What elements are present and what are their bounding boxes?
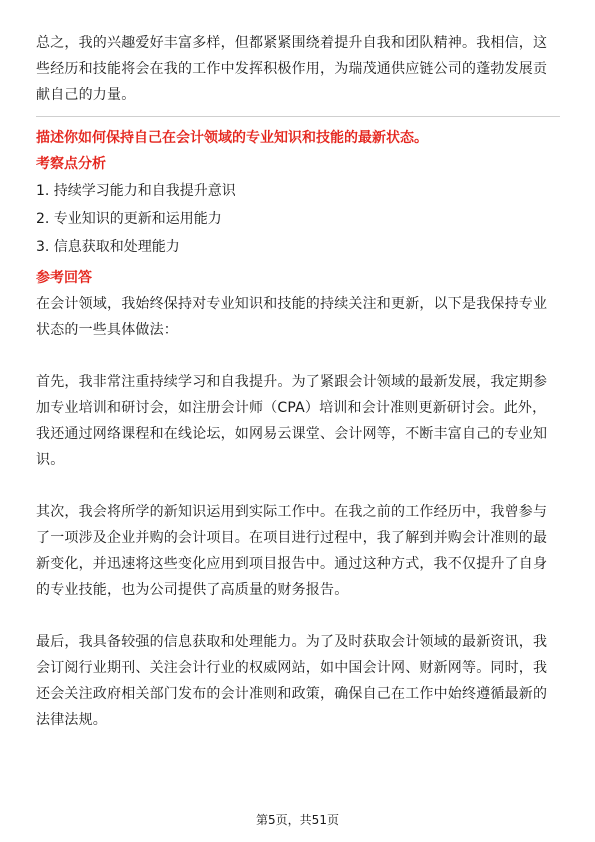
paragraph-gap bbox=[36, 603, 560, 629]
answer-paragraph: 首先，我非常注重持续学习和自我提升。为了紧跟会计领域的最新发展，我定期参加专业培训和研讨会，如注册会计师（CPA）培训和会计准则更新研讨会。此外，我还通过网络课程和在线论坛，如网易云课堂、会计网等，不断丰富自己的专业知识。 bbox=[36, 374, 548, 468]
answer-paragraph: 在会计领域，我始终保持对专业知识和技能的持续关注和更新，以下是我保持专业状态的一些具体做法： bbox=[36, 296, 548, 338]
analysis-point: 2. 专业知识的更新和运用能力 bbox=[36, 211, 222, 227]
analysis-point: 3. 信息获取和处理能力 bbox=[36, 239, 180, 255]
answer-paragraph: 其次，我会将所学的新知识运用到实际工作中。在我之前的工作经历中，我曾参与了一项涉及企业并购的会计项目。在项目进行过程中，我了解到并购会计准则的最新变化，并迅速将这些变化应用到项目报告中。通过这种方式，我不仅提升了自身的专业技能，也为公司提供了高质量的财务报告。 bbox=[36, 504, 548, 598]
page-number-label: 第5页，共51页 bbox=[256, 813, 339, 827]
analysis-point: 1. 持续学习能力和自我提升意识 bbox=[36, 183, 236, 199]
paragraph-gap bbox=[36, 473, 560, 499]
paragraph-gap bbox=[36, 343, 560, 369]
section-divider bbox=[36, 116, 560, 117]
document-page bbox=[36, 30, 560, 733]
intro-paragraph: 总之，我的兴趣爱好丰富多样，但都紧紧围绕着提升自我和团队精神。我相信，这些经历和技能将会在我的工作中发挥积极作用，为瑞茂通供应链公司的蓬勃发展贡献自己的力量。 bbox=[36, 35, 548, 103]
analysis-points-list bbox=[36, 177, 560, 261]
answer-paragraph: 最后，我具备较强的信息获取和处理能力。为了及时获取会计领域的最新资讯，我会订阅行业期刊、关注会计行业的权威网站，如中国会计网、财新网等。同时，我还会关注政府相关部门发布的会计准则和政策，确保自己在工作中始终遵循最新的法律法规。 bbox=[36, 634, 548, 728]
analysis-heading: 考察点分析 bbox=[36, 156, 106, 172]
answer-heading: 参考回答 bbox=[36, 270, 92, 286]
page-footer bbox=[0, 812, 595, 828]
question-title: 描述你如何保持自己在会计领域的专业知识和技能的最新状态。 bbox=[36, 130, 428, 146]
